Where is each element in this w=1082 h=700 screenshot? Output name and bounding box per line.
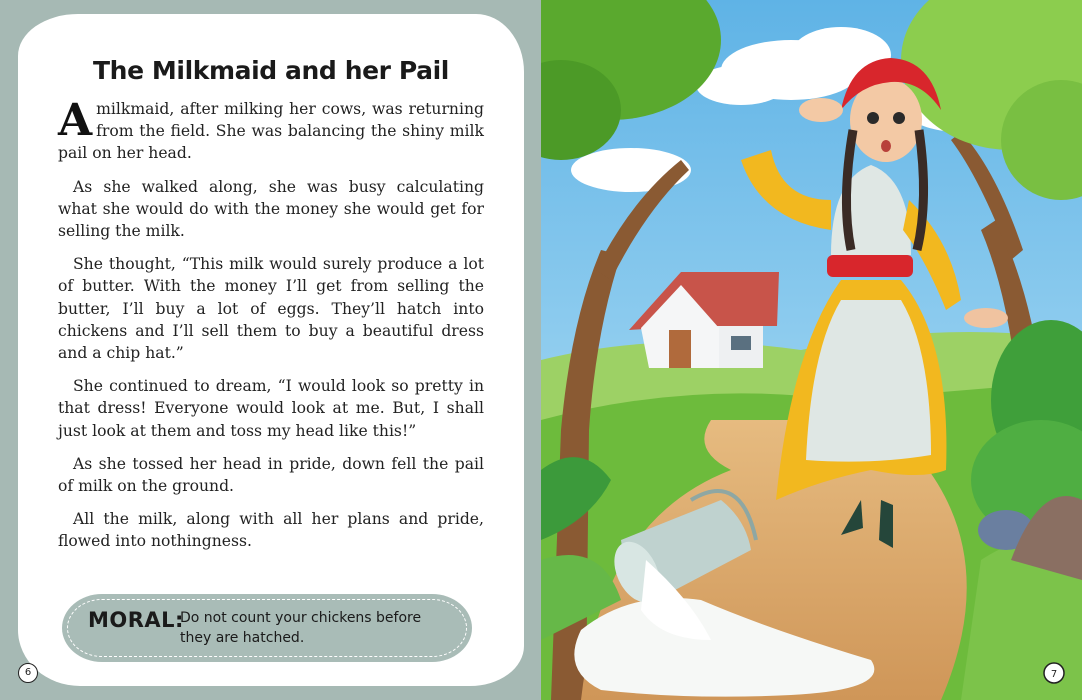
story-illustration xyxy=(541,0,1082,700)
moral-text: Do not count your chickens before they are hatched. xyxy=(180,610,422,646)
paragraph-3: She thought, “This milk would surely produce a lot of butter. With the money I’ll get from selling the butter, I’ll buy a lot of eggs. They’ll hatch into chickens and I’ll sell them to buy a beautiful dress and a chip hat.” xyxy=(58,255,484,363)
page-number-right xyxy=(1044,663,1064,683)
paragraph-2: As she walked along, she was busy calculating what she would do with the money she would get for selling the milk. xyxy=(58,177,484,241)
right-page xyxy=(541,0,1082,700)
paragraph-4: She continued to dream, “I would look so pretty in that dress! Everyone would look at me. But, I shall just look at them and toss my head like this!” xyxy=(58,377,484,440)
paragraph-5: As she tossed her head in pride, down fell the pail of milk on the ground. xyxy=(58,454,484,496)
moral-box xyxy=(62,594,472,662)
page-number-right-text: 7 xyxy=(1050,669,1058,680)
page-number-left: 6 xyxy=(18,663,38,683)
paragraph-1-text: milkmaid, after milking her cows, was returning from the field. She was balancing the shiny milk pail on her head. xyxy=(58,100,484,163)
paragraph-6: All the milk, along with all her plans and pride, flowed into nothingness. xyxy=(58,510,484,551)
moral-label: MORAL: xyxy=(88,608,184,632)
drop-cap: A xyxy=(58,95,93,146)
story-text xyxy=(58,95,484,564)
story-title: The Milkmaid and her Pail xyxy=(93,56,449,85)
paragraph-1 xyxy=(58,95,484,165)
